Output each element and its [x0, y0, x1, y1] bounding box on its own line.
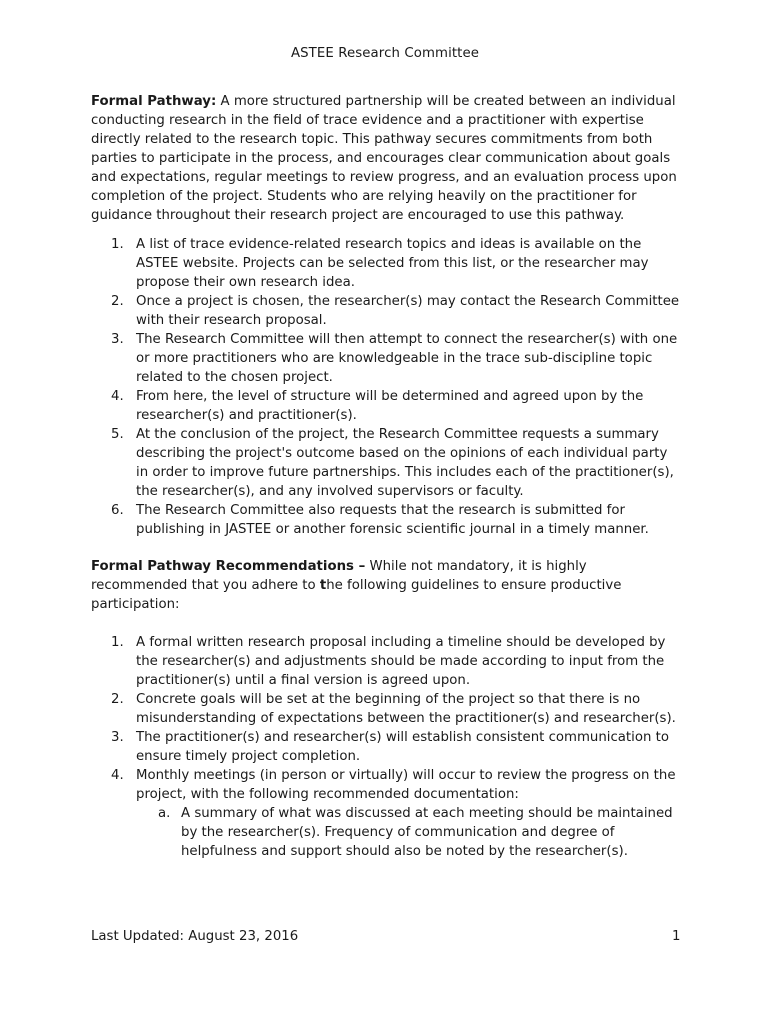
list-item [91, 766, 681, 861]
list-item [91, 425, 681, 501]
list-number: 3. [111, 332, 124, 347]
list-text: A formal written research proposal including a timeline should be developed by the researcher(s) and adjustments should be made according to input from the practitioner(s) until a final version is agreed upon. [136, 635, 666, 688]
list-text: Monthly meetings (in person or virtually) will occur to review the progress on the project, with the following recommended documentation: [136, 768, 676, 802]
list-number: 1. [111, 635, 124, 650]
list-text: At the conclusion of the project, the Research Committee requests a summary describing the project's outcome based on the opinions of each individual party in order to improve future partnerships. This includes each of the practitioner(s), the researcher(s), and any involved supervisors or faculty. [136, 427, 674, 499]
list-number: 3. [111, 730, 124, 745]
recommendations-paragraph [91, 557, 681, 614]
list-item [91, 330, 681, 387]
list-text: The practitioner(s) and researcher(s) will establish consistent communication to ensure timely project completion. [136, 730, 669, 764]
recommendations-heading: Formal Pathway Recommendations – [91, 559, 366, 574]
sub-list-letter: a. [158, 806, 171, 821]
formal-pathway-steps [91, 235, 681, 539]
list-text: The Research Committee will then attempt to connect the researcher(s) with one or more practitioners who are knowledgeable in the trace sub-discipline topic related to the chosen project. [136, 332, 678, 385]
list-item [91, 633, 681, 690]
formal-pathway-text: A more structured partnership will be created between an individual conducting research in the field of trace evidence and a practitioner with expertise directly related to the research topic. This pathway secures commitments from both parties to participate in the process, and encourages clear communication about goals and expectations, regular meetings to review progress, and an evaluation process upon completion of the project. Students who are relying heavily on the practitioner for guidance throughout their research project are encouraged to use this pathway. [91, 94, 677, 223]
list-item [91, 387, 681, 425]
recommendations-list [91, 633, 681, 861]
list-item [91, 690, 681, 728]
list-text: The Research Committee also requests that the research is submitted for publishing in JASTEE or another forensic scientific journal in a timely manner. [136, 503, 649, 537]
list-number: 6. [111, 503, 124, 518]
document-body [91, 92, 681, 861]
list-number: 4. [111, 389, 124, 404]
list-item [91, 235, 681, 292]
recommendations-text-b: he following guidelines to ensure productive participation: [91, 578, 622, 612]
list-item [91, 501, 681, 539]
page-header: ASTEE Research Committee [290, 46, 480, 61]
formal-pathway-paragraph [91, 92, 681, 225]
last-updated: Last Updated: August 23, 2016 [91, 929, 299, 944]
list-number: 4. [111, 768, 124, 783]
recommendations-text-a: While not mandatory, it is highly recommended that you adhere to [91, 559, 587, 593]
sub-list-item [136, 804, 681, 861]
list-text: Concrete goals will be set at the beginning of the project so that there is no misunderstanding of expectations between the practitioner(s) and researcher(s). [136, 692, 676, 726]
list-item [91, 728, 681, 766]
list-item [91, 292, 681, 330]
list-number: 1. [111, 237, 124, 252]
sub-list [136, 804, 681, 861]
list-number: 2. [111, 294, 124, 309]
list-text: From here, the level of structure will be determined and agreed upon by the researcher(s) and practitioner(s). [136, 389, 644, 423]
sub-list-text: A summary of what was discussed at each meeting should be maintained by the researcher(s). Frequency of communication and degree of helpfulness and support should also be noted by the researcher(s). [181, 806, 673, 859]
list-number: 5. [111, 427, 124, 442]
page-number: 1 [672, 929, 681, 944]
recommendations-text-bold: t [319, 578, 327, 593]
list-text: A list of trace evidence-related research topics and ideas is available on the ASTEE website. Projects can be selected from this list, or the researcher may propose their own research idea. [136, 237, 649, 290]
formal-pathway-heading: Formal Pathway: [91, 94, 217, 109]
list-number: 2. [111, 692, 124, 707]
list-text: Once a project is chosen, the researcher(s) may contact the Research Committee with their research proposal. [136, 294, 680, 328]
